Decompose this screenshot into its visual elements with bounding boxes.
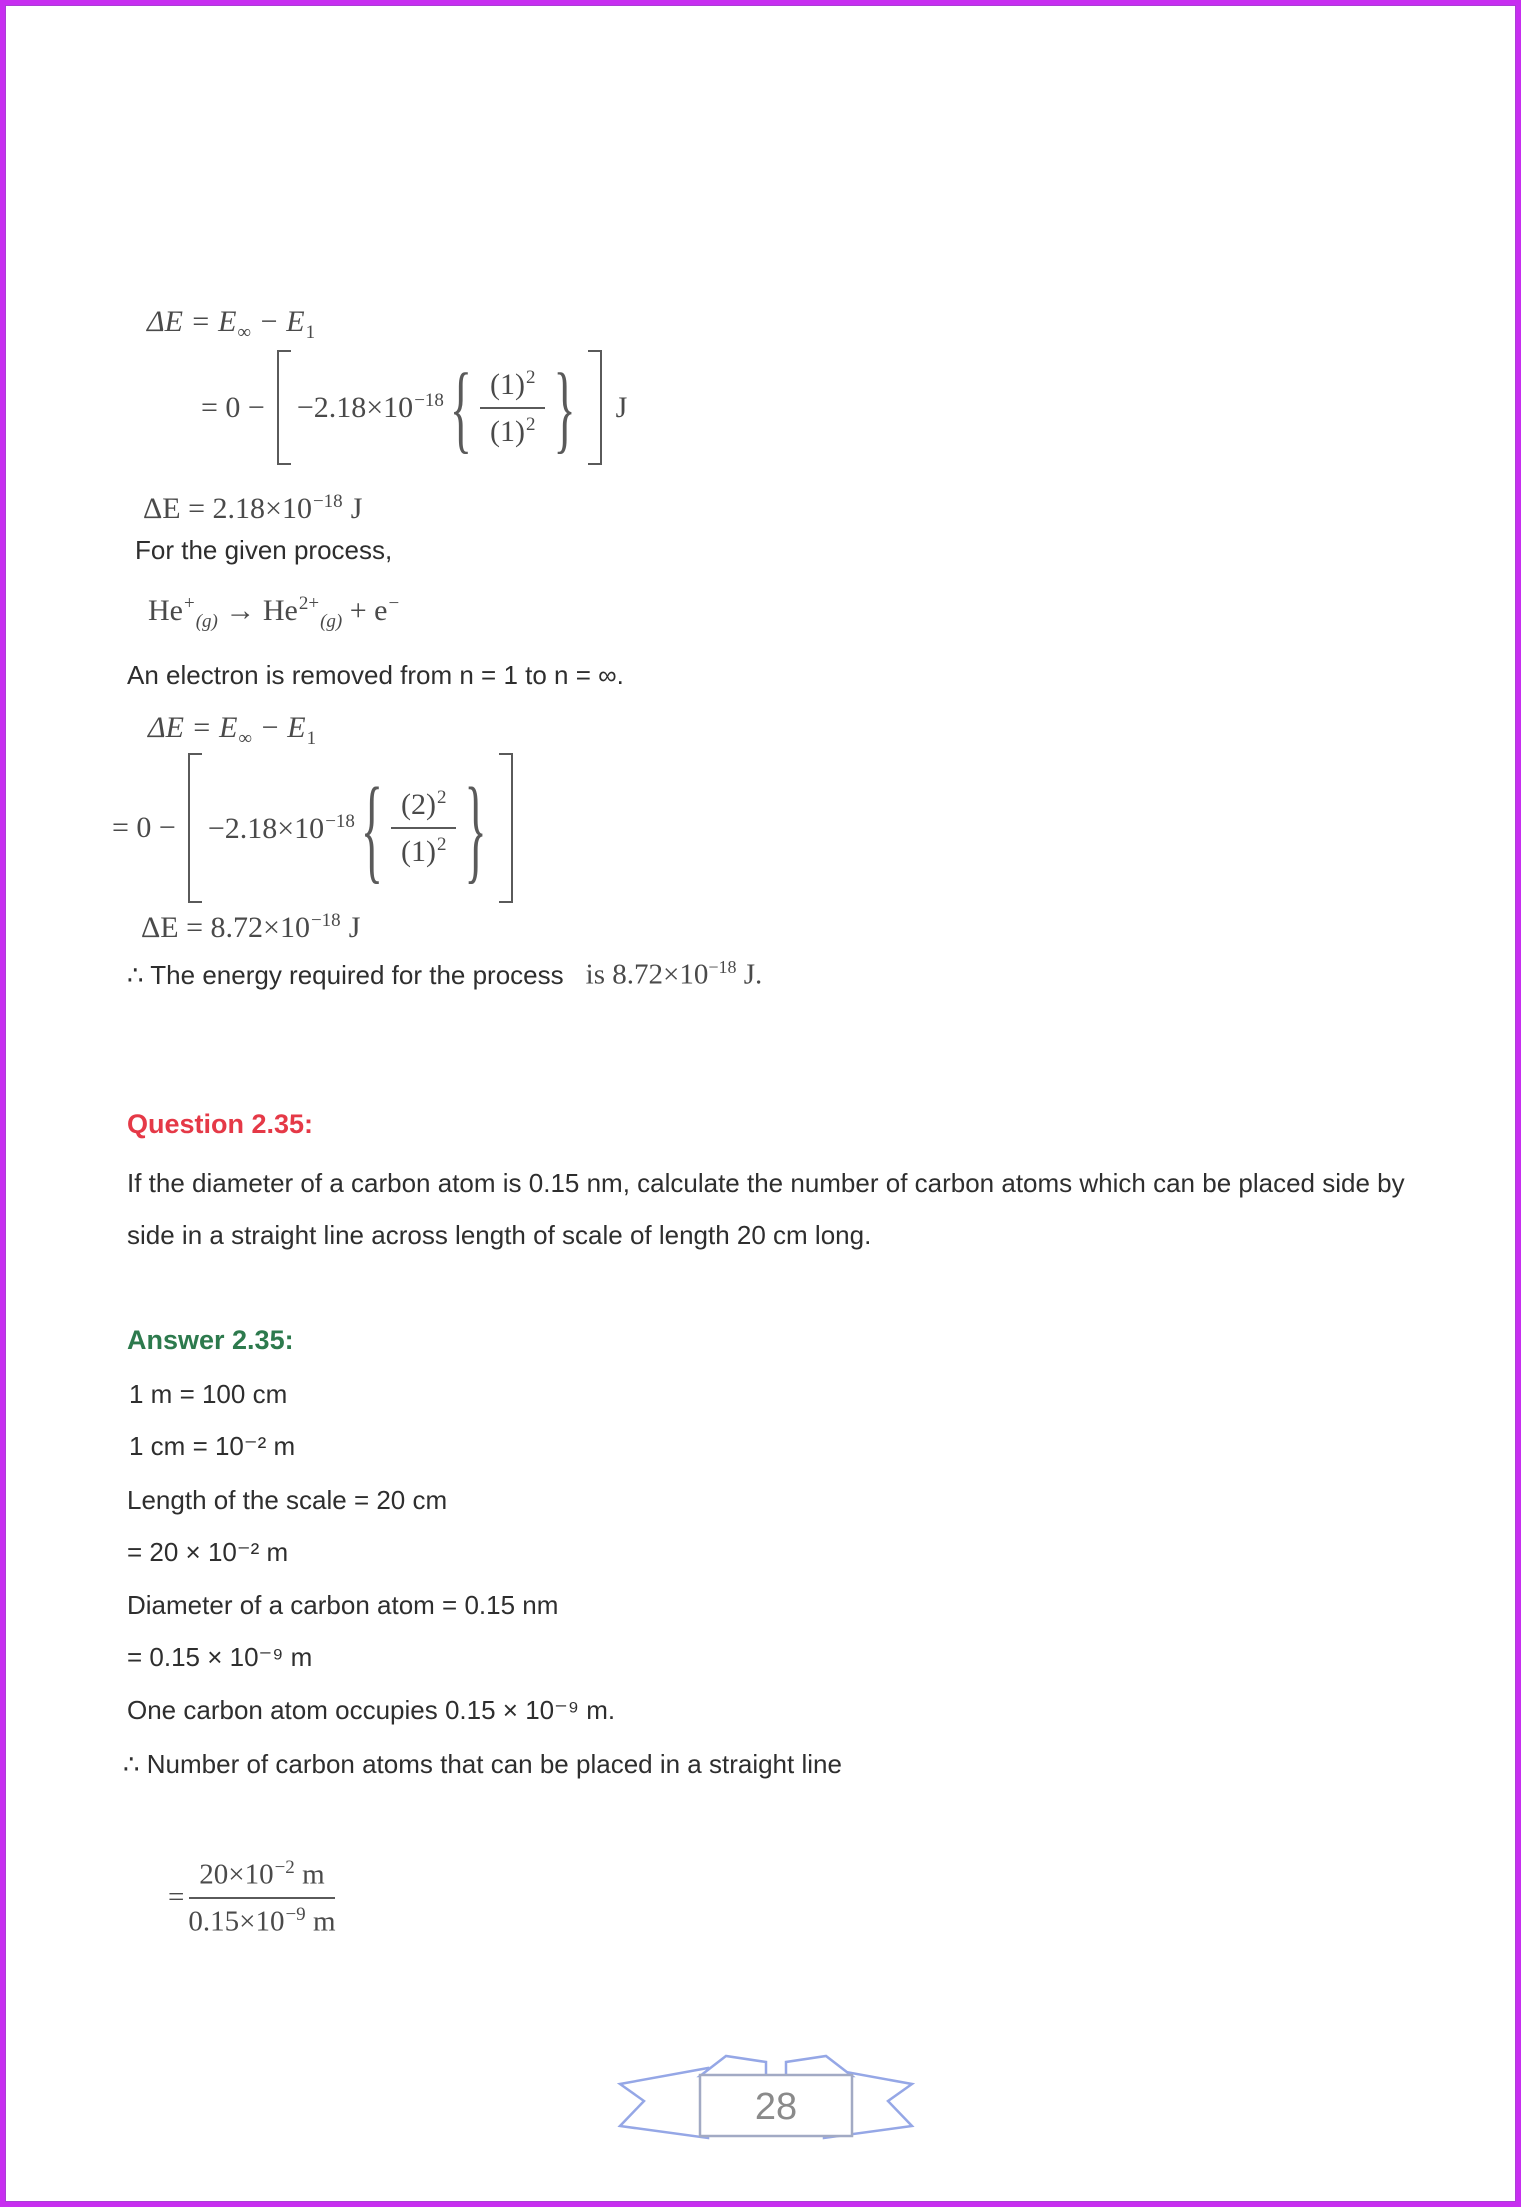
page-number: 28 xyxy=(754,2086,798,2128)
ribbon-left-tail xyxy=(620,2068,708,2138)
answer-line: Length of the scale = 20 cm xyxy=(127,1485,448,1515)
charge-superscript: 2+ xyxy=(298,593,320,614)
conclusion-value: is $8.72\times 10^{-18}$ J. xyxy=(585,957,763,991)
unit-joule: J xyxy=(350,492,363,525)
equation-prefix: = 0 − xyxy=(201,390,265,424)
subscript-infinity: ∞ xyxy=(238,728,253,749)
exponent: −18 xyxy=(312,491,343,512)
charge-superscript: + xyxy=(183,593,195,614)
right-brace: } xyxy=(464,762,487,894)
he-ionization-equation xyxy=(148,593,399,633)
equation-delta-e-2 xyxy=(148,711,316,750)
equation-text: − E xyxy=(251,305,305,338)
left-bracket xyxy=(188,753,202,903)
final-fraction-equation xyxy=(168,1857,338,1938)
conclusion-text: ∴ The energy required for the process xyxy=(127,959,564,990)
answer-line: ∴ Number of carbon atoms that can be placed in a straight line xyxy=(123,1749,842,1779)
question-text: If the diameter of a carbon atom is 0.15 nm, calculate the number of carbon atoms which can be placed side by side in a straight line across length of scale of length 20 cm long. xyxy=(127,1168,1405,1250)
answer-line: = 0.15 × 10⁻⁹ m xyxy=(127,1642,313,1672)
answer-heading: Answer 2.35: xyxy=(127,1325,294,1355)
coefficient: $-2.18\times 10^{-18}$ xyxy=(296,390,444,424)
left-brace: { xyxy=(360,762,383,894)
equation-result-2 xyxy=(141,910,360,945)
unit-joule: J xyxy=(348,911,361,944)
fraction-numerator: $(1)^2$ xyxy=(480,367,545,409)
fraction xyxy=(480,367,545,449)
fraction-numerator: $20\times 10^{-2}$ m xyxy=(189,1857,334,1899)
ribbon-left-fold xyxy=(700,2056,766,2076)
fraction xyxy=(188,1857,335,1938)
answer-line: One carbon atom occupies 0.15 × 10⁻⁹ m. xyxy=(127,1695,616,1725)
fraction-denominator: $(1)^2$ xyxy=(490,413,536,448)
right-brace: } xyxy=(553,352,576,463)
electron-symbol: + e xyxy=(342,594,388,627)
answer-line: 1 m = 100 cm xyxy=(129,1379,288,1409)
fraction xyxy=(391,787,456,869)
equation-text: − E xyxy=(252,711,306,744)
equals-sign: = xyxy=(168,1881,185,1914)
he-symbol: He xyxy=(262,594,298,627)
equation-bracket-1 xyxy=(201,350,627,465)
answer-line: Diameter of a carbon atom = 0.15 nm xyxy=(127,1590,559,1620)
equation-bracket-2 xyxy=(112,753,527,903)
question-heading: Question 2.35: xyxy=(127,1109,314,1139)
subscript-infinity: ∞ xyxy=(237,322,252,343)
fraction-denominator: $0.15\times 10^{-9}$ m xyxy=(188,1903,336,1938)
he-symbol: He xyxy=(148,594,183,627)
state-subscript: (g) xyxy=(195,611,218,632)
fraction-numerator: $(2)^2$ xyxy=(391,787,456,829)
equation-text: ΔE = E xyxy=(147,305,237,338)
subscript-one: 1 xyxy=(306,728,317,749)
process-intro-text: For the given process, xyxy=(135,535,393,565)
unit-joule: J xyxy=(615,390,628,424)
equation-text: ΔE = 2.18×10 xyxy=(143,492,312,525)
equation-text: ΔE = E xyxy=(148,711,238,744)
answer-line: = 20 × 10⁻² m xyxy=(127,1537,289,1567)
equation-prefix: = 0 − xyxy=(112,811,176,844)
equation-text: ΔE = 8.72×10 xyxy=(141,911,310,944)
reaction-arrow: → xyxy=(217,594,263,627)
answer-line: 1 cm = 10⁻² m xyxy=(129,1431,296,1461)
right-bracket xyxy=(499,753,513,903)
fraction-denominator: $(1)^2$ xyxy=(401,834,447,868)
right-bracket xyxy=(588,350,602,465)
ribbon-right-fold xyxy=(786,2056,852,2076)
subscript-one: 1 xyxy=(305,322,316,343)
equation-delta-e-1 xyxy=(147,305,315,344)
coefficient: $-2.18\times 10^{-18}$ xyxy=(207,810,355,845)
state-subscript: (g) xyxy=(320,611,343,632)
equation-result-1 xyxy=(143,491,362,526)
charge-superscript: − xyxy=(388,593,400,614)
page-ribbon xyxy=(610,2048,922,2152)
left-bracket xyxy=(277,350,291,465)
electron-removed-text: An electron is removed from n = 1 to n = ∞. xyxy=(127,660,624,690)
exponent: −18 xyxy=(310,910,341,931)
left-brace: { xyxy=(449,352,472,463)
conclusion-line xyxy=(127,957,762,992)
